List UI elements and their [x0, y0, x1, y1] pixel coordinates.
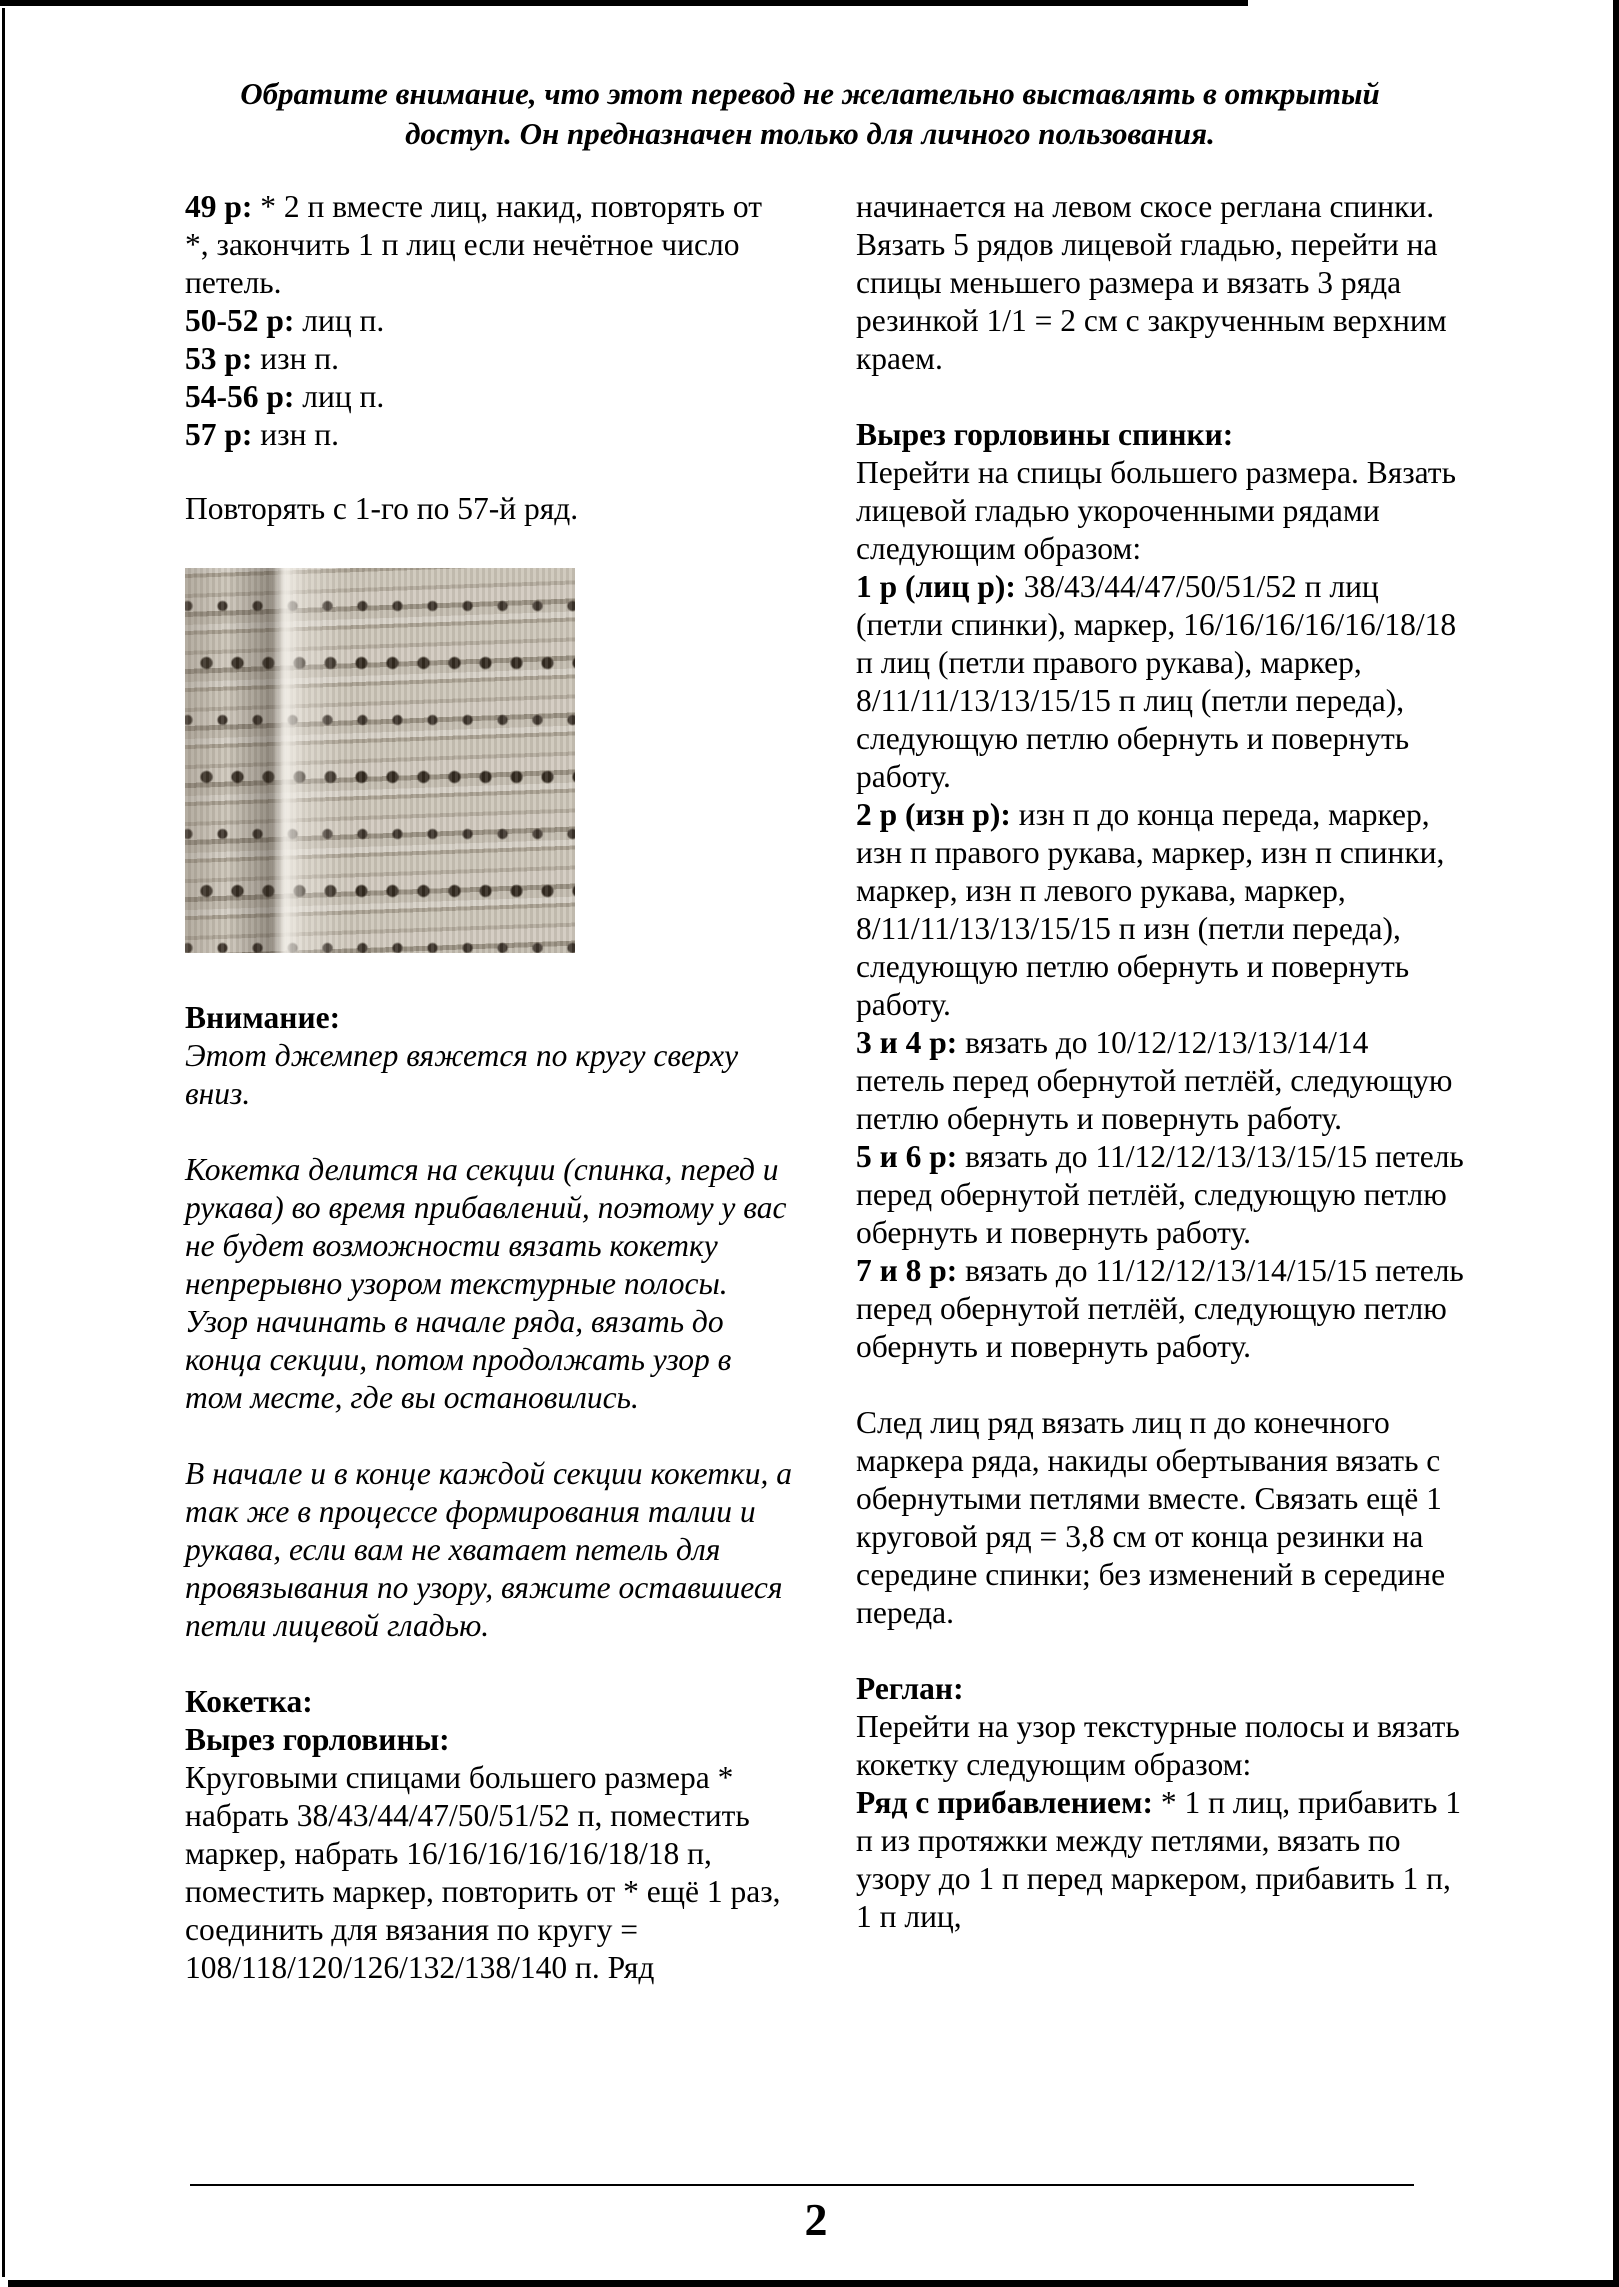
row-text: * 2 п вместе лиц, накид, повторять от *, закончить 1 п лиц если нечётное число петель. — [185, 189, 762, 300]
pattern-row-54-56 — [185, 378, 793, 416]
back-neck-intro: Перейти на спицы большего размера. Вязать лицевой гладью укороченными рядами следующим образом: — [856, 455, 1456, 566]
attention-note-2: Кокетка делится на секции (спинка, перед и рукава) во время прибавлений, поэтому у вас не будет возможности вязать кокетку непрерывно узором текстурные полосы. Узор начинать в начале ряда, вязать до конца секции, потом продолжать узор в том месте, где вы остановились. — [185, 1152, 787, 1415]
neckline-text: Круговыми спицами большего размера * набрать 38/43/44/47/50/51/52 п, поместить маркер, набрать 16/16/16/16/16/18/18 п, поместить маркер, повторить от * ещё 1 раз, соединить для вязания по кругу = 108/118/120/126/132/138/140 п. Ряд — [185, 1760, 781, 1985]
row-label: 5 и 6 р: — [856, 1139, 958, 1174]
row-label: 1 р (лиц р): — [856, 569, 1016, 604]
row-label: 53 р: — [185, 341, 253, 376]
row-text: лиц п. — [302, 303, 385, 338]
neckline-heading: Вырез горловины: — [185, 1722, 450, 1757]
row-label: 57 р: — [185, 417, 253, 452]
yoke-heading: Кокетка: — [185, 1684, 313, 1719]
back-neck-heading: Вырез горловины спинки: — [856, 417, 1234, 452]
row-text: вязать до 11/12/12/13/13/15/15 петель перед обернутой петлёй, следующую петлю обернуть и повернуть работу. — [856, 1139, 1464, 1250]
row-text: вязать до 11/12/12/13/14/15/15 петель перед обернутой петлёй, следующую петлю обернуть и повернуть работу. — [856, 1253, 1464, 1364]
raglan-intro: Перейти на узор текстурные полосы и вязать кокетку следующим образом: — [856, 1709, 1460, 1782]
knitted-fabric-photo — [185, 568, 575, 953]
increase-row — [856, 1784, 1464, 1936]
pattern-row-53 — [185, 340, 793, 378]
row-text: * 1 п лиц, прибавить 1 п из протяжки между петлями, вязать по узору до 1 п перед маркером, прибавить 1 п, 1 п лиц, — [856, 1785, 1461, 1934]
repeat-note: Повторять с 1-го по 57-й ряд. — [185, 491, 579, 526]
row-label: 54-56 р: — [185, 379, 295, 414]
page-number: 2 — [804, 2194, 828, 2245]
row-text: вязать до 10/12/12/13/13/14/14 петель перед обернутой петлёй, следующую петлю обернуть и повернуть работу. — [856, 1025, 1453, 1136]
left-column — [185, 188, 793, 1987]
row-text: 38/43/44/47/50/51/52 п лиц (петли спинки), маркер, 16/16/16/16/16/18/18 п лиц (петли правого рукава), маркер, 8/11/11/13/13/15/15 п лиц (петли переда), следующую петлю обернуть и повернуть работу. — [856, 569, 1457, 794]
row-text: лиц п. — [302, 379, 385, 414]
translation-disclaimer: Обратите внимание, что этот перевод не желательно выставлять в открытый доступ. Он предназначен только для личного пользования. — [240, 76, 1380, 151]
attention-heading: Внимание: — [185, 1000, 341, 1035]
short-row-3-4 — [856, 1024, 1464, 1138]
page-border-right — [1613, 0, 1619, 2287]
page-border-bottom — [8, 2280, 1619, 2287]
pattern-row-49 — [185, 188, 793, 302]
attention-note-3: В начале и в конце каждой секции кокетки, а так же в процессе формирования талии и рукава, если вам не хватает петель для провязывания по узору, вяжите оставшиеся петли лицевой гладью. — [185, 1456, 792, 1643]
row-text: изн п до конца переда, маркер, изн п правого рукава, маркер, изн п спинки, маркер, изн п левого рукава, маркер, 8/11/11/13/13/15/15 п изн (петли переда), следующую петлю обернуть и повернуть работу. — [856, 797, 1445, 1022]
row-text: изн п. — [260, 417, 340, 452]
short-row-1 — [856, 568, 1464, 796]
row-text: изн п. — [260, 341, 340, 376]
short-row-5-6 — [856, 1138, 1464, 1252]
short-row-7-8 — [856, 1252, 1464, 1366]
right-column — [856, 188, 1464, 1936]
intro-continued: начинается на левом скосе реглана спинки. — [856, 189, 1435, 224]
pattern-row-57 — [185, 416, 793, 454]
after-short-rows: След лиц ряд вязать лиц п до конечного маркера ряда, накиды обертывания вязать с обернутыми петлями вместе. Связать ещё 1 круговой ряд = 3,8 см от конца резинки на середине спинки; без изменений в середине переда. — [856, 1405, 1446, 1630]
row-label: 49 р: — [185, 189, 253, 224]
attention-note-1: Этот джемпер вяжется по кругу сверху вниз. — [185, 1038, 739, 1111]
short-row-2 — [856, 796, 1464, 1024]
page-border-top — [0, 0, 1248, 6]
raglan-heading: Реглан: — [856, 1671, 964, 1706]
row-label: 7 и 8 р: — [856, 1253, 958, 1288]
pattern-row-50-52 — [185, 302, 793, 340]
footer-rule — [190, 2184, 1414, 2186]
row-label: 3 и 4 р: — [856, 1025, 958, 1060]
page-border-left — [2, 8, 5, 2277]
row-label: 50-52 р: — [185, 303, 295, 338]
row-label: Ряд с прибавлением: — [856, 1785, 1153, 1820]
row-label: 2 р (изн р): — [856, 797, 1011, 832]
intro-ribbing: Вязать 5 рядов лицевой гладью, перейти на спицы меньшего размера и вязать 3 ряда резинкой 1/1 = 2 см с закрученным верхним краем. — [856, 227, 1447, 376]
